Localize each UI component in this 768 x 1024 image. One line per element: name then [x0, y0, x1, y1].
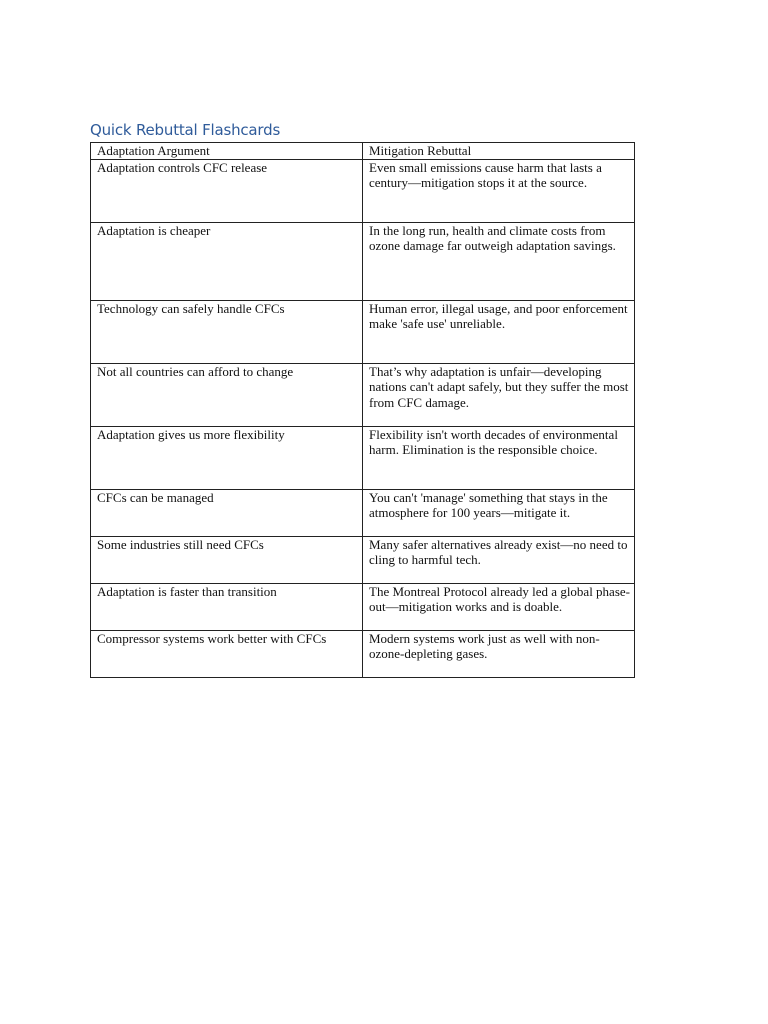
argument-cell: CFCs can be managed — [91, 489, 363, 536]
rebuttal-cell: Even small emissions cause harm that lasts a century—mitigation stops it at the source. — [363, 159, 635, 222]
argument-cell: Adaptation controls CFC release — [91, 159, 363, 222]
header-adaptation-argument: Adaptation Argument — [91, 143, 363, 160]
table-row — [91, 630, 635, 677]
argument-cell: Compressor systems work better with CFCs — [91, 630, 363, 677]
table-header-row — [91, 143, 635, 160]
rebuttal-cell: You can't 'manage' something that stays in the atmosphere for 100 years—mitigate it. — [363, 489, 635, 536]
rebuttal-cell: Human error, illegal usage, and poor enforcement make 'safe use' unreliable. — [363, 300, 635, 363]
header-mitigation-rebuttal: Mitigation Rebuttal — [363, 143, 635, 160]
rebuttal-cell: Flexibility isn't worth decades of environmental harm. Elimination is the responsible choice. — [363, 426, 635, 489]
rebuttal-cell: Many safer alternatives already exist—no need to cling to harmful tech. — [363, 536, 635, 583]
argument-cell: Some industries still need CFCs — [91, 536, 363, 583]
table-row — [91, 300, 635, 363]
rebuttal-cell: In the long run, health and climate costs from ozone damage far outweigh adaptation savings. — [363, 222, 635, 300]
table-row — [91, 536, 635, 583]
table-row — [91, 426, 635, 489]
table-row — [91, 363, 635, 426]
table-row — [91, 222, 635, 300]
argument-cell: Technology can safely handle CFCs — [91, 300, 363, 363]
table-row — [91, 159, 635, 222]
table-row — [91, 583, 635, 630]
rebuttal-cell: The Montreal Protocol already led a global phase-out—mitigation works and is doable. — [363, 583, 635, 630]
argument-cell: Not all countries can afford to change — [91, 363, 363, 426]
table-row — [91, 489, 635, 536]
document-title: Quick Rebuttal Flashcards — [90, 121, 281, 139]
rebuttal-cell: That’s why adaptation is unfair—developing nations can't adapt safely, but they suffer the most from CFC damage. — [363, 363, 635, 426]
argument-cell: Adaptation is cheaper — [91, 222, 363, 300]
rebuttal-table — [90, 142, 635, 678]
argument-cell: Adaptation gives us more flexibility — [91, 426, 363, 489]
rebuttal-cell: Modern systems work just as well with non-ozone-depleting gases. — [363, 630, 635, 677]
argument-cell: Adaptation is faster than transition — [91, 583, 363, 630]
